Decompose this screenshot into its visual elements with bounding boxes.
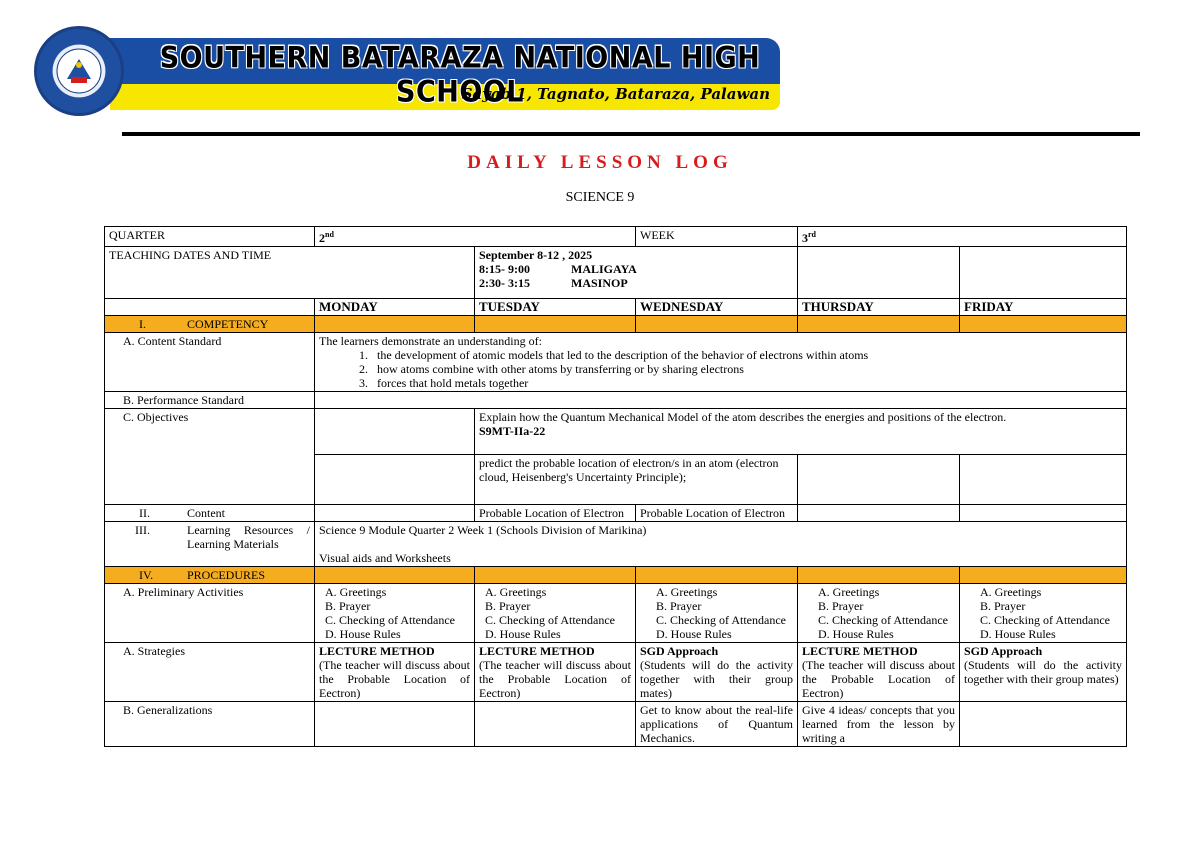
week-value: 3rd — [798, 227, 1127, 247]
strategies-wednesday: SGD Approach (Students will do the activity together with their group mates) — [636, 643, 798, 702]
subject-title: SCIENCE 9 — [565, 190, 635, 205]
content-tuesday: Probable Location of Electron — [475, 505, 636, 522]
strategies-tuesday: LECTURE METHOD (The teacher will discuss about the Probable Location of Eectron) — [475, 643, 636, 702]
strategies-monday: LECTURE METHOD (The teacher will discuss about the Probable Location of Eectron) — [315, 643, 475, 702]
preliminary-monday: A. Greetings B. Prayer C. Checking of Attendance D. House Rules — [315, 584, 475, 643]
content-label: II. Content — [105, 505, 315, 522]
performance-standard-label: B. Performance Standard — [105, 392, 315, 409]
day-tuesday: TUESDAY — [475, 299, 636, 316]
objectives-text-2: predict the probable location of electron/s in an atom (electron cloud, Heisenberg's Uncertainty Principle); — [475, 455, 798, 505]
competency-heading: I. COMPETENCY — [105, 316, 315, 333]
days-row — [105, 299, 1127, 316]
school-header — [30, 22, 1150, 142]
preliminary-wednesday: A. Greetings B. Prayer C. Checking of Attendance D. House Rules — [636, 584, 798, 643]
generalizations-label: B. Generalizations — [105, 702, 315, 747]
content-standard-item: 2. how atoms combine with other atoms by transferring or by sharing electrons — [371, 362, 1122, 376]
competency-section-row — [105, 316, 1127, 333]
quarter-row — [105, 227, 1127, 247]
procedures-heading: IV. PROCEDURES — [105, 567, 315, 584]
objectives-text: Explain how the Quantum Mechanical Model of the atom describes the energies and positions of the electron. S9MT-IIa-22 — [475, 409, 1127, 455]
dates-friday — [960, 247, 1127, 299]
content-wednesday: Probable Location of Electron — [636, 505, 798, 522]
header-divider — [122, 132, 1140, 136]
generalizations-thursday: Give 4 ideas/ concepts that you learned from the lesson by writing a — [798, 702, 960, 747]
school-seal-icon — [34, 26, 124, 116]
dates-thursday — [798, 247, 960, 299]
day-wednesday: WEDNESDAY — [636, 299, 798, 316]
day-friday: FRIDAY — [960, 299, 1127, 316]
content-row — [105, 505, 1127, 522]
performance-standard-row — [105, 392, 1127, 409]
content-standard-row — [105, 333, 1127, 392]
dates-row — [105, 247, 1127, 299]
dates-value: September 8-12 , 2025 8:15- 9:00 MALIGAYA 2:30- 3:15 MASINOP — [475, 247, 798, 299]
preliminary-label: A. Preliminary Activities — [105, 584, 315, 643]
procedures-section-row — [105, 567, 1127, 584]
content-standard-label: A. Content Standard — [105, 333, 315, 392]
day-monday: MONDAY — [315, 299, 475, 316]
resources-row — [105, 522, 1127, 567]
preliminary-row — [105, 584, 1127, 643]
strategies-row — [105, 643, 1127, 702]
resources-label: III. Learning Resources / Learning Materials — [105, 522, 315, 567]
week-label: WEEK — [636, 227, 798, 247]
resources-text: Science 9 Module Quarter 2 Week 1 (Schools Division of Marikina) Visual aids and Worksheets — [315, 522, 1127, 567]
objectives-row-1 — [105, 409, 1127, 455]
dates-label: TEACHING DATES AND TIME — [105, 247, 475, 299]
strategies-thursday: LECTURE METHOD (The teacher will discuss about the Probable Location of Eectron) — [798, 643, 960, 702]
quarter-value: 2nd — [315, 227, 636, 247]
document-title: DAILY LESSON LOG — [467, 152, 733, 173]
strategies-friday: SGD Approach (Students will do the activity together with their group mates) — [960, 643, 1127, 702]
preliminary-thursday: A. Greetings B. Prayer C. Checking of Attendance D. House Rules — [798, 584, 960, 643]
preliminary-tuesday: A. Greetings B. Prayer C. Checking of Attendance D. House Rules — [475, 584, 636, 643]
objectives-label: C. Objectives — [105, 409, 315, 505]
generalizations-row — [105, 702, 1127, 747]
content-standard-item: 3. forces that hold metals together — [371, 376, 1122, 390]
generalizations-wednesday: Get to know about the real-life applications of Quantum Mechanics. — [636, 702, 798, 747]
lesson-log-table — [104, 226, 1127, 747]
content-standard-item: 1. the development of atomic models that led to the description of the behavior of electrons within atoms — [371, 348, 1122, 362]
school-address: Sayab 1, Tagnato, Bataraza, Palawan — [461, 85, 770, 103]
content-standard-text: The learners demonstrate an understanding of: 1. the development of atomic models that led to the description of the behavior of electrons within atoms 2. how atoms combine with other atoms by transferring or by sharing electrons 3. forces that hold metals together — [315, 333, 1127, 392]
strategies-label: A. Strategies — [105, 643, 315, 702]
quarter-label: QUARTER — [105, 227, 315, 247]
day-thursday: THURSDAY — [798, 299, 960, 316]
preliminary-friday: A. Greetings B. Prayer C. Checking of Attendance D. House Rules — [960, 584, 1127, 643]
school-name: SOUTHERN BATARAZA NATIONAL HIGH SCHOOL — [159, 40, 761, 110]
